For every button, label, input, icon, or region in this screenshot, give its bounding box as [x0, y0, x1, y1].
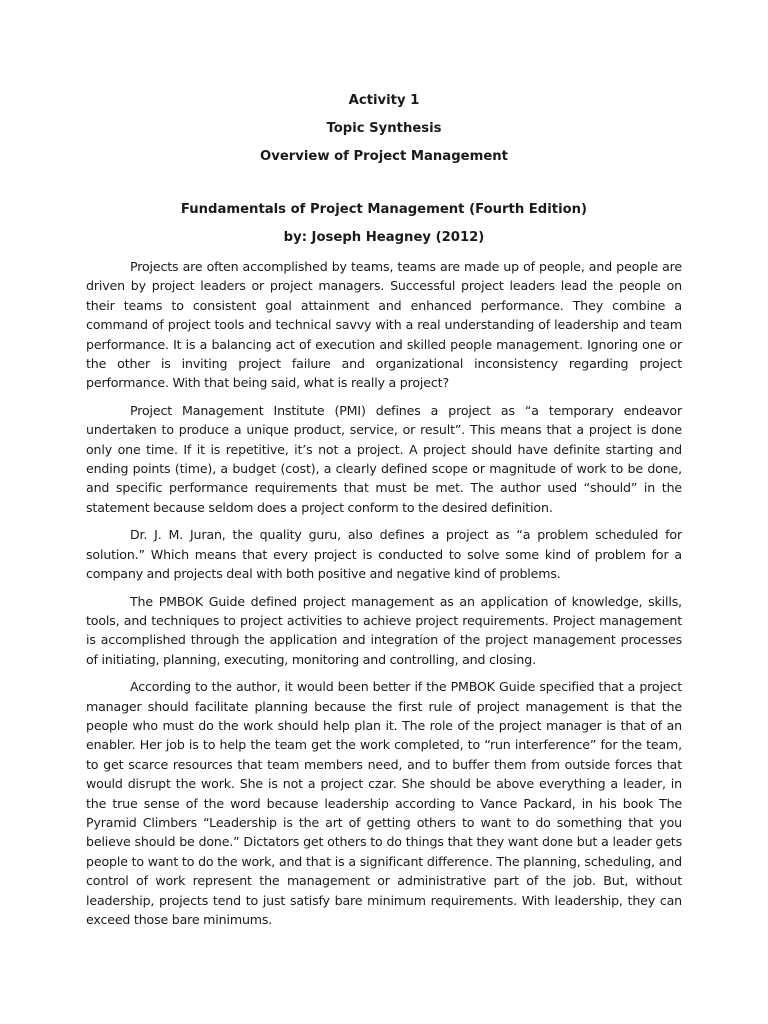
book-title-heading: Fundamentals of Project Management (Fourth Edition)	[180, 202, 588, 217]
paragraph: Project Management Institute (PMI) defines a project as “a temporary endeavor undertaken to produce a unique product, service, or result”. This means that a project is done only one time. If it is repetitive, it’s not a project. A project should have definite starting and ending points (time), a budget (cost), a clearly defined scope or magnitude of work to be done, and specific performance requirements that must be met. The author used “should” in the statement because seldom does a project conform to the desired definition.	[86, 402, 682, 515]
topic-heading: Topic Synthesis	[326, 121, 442, 136]
document-headings	[86, 92, 682, 247]
activity-heading: Activity 1	[348, 93, 420, 108]
overview-heading: Overview of Project Management	[260, 149, 508, 164]
document-body	[86, 257, 682, 929]
heading-spacer	[86, 176, 682, 201]
author-heading: by: Joseph Heagney (2012)	[283, 230, 485, 245]
paragraph: According to the author, it would been better if the PMBOK Guide specified that a project manager should facilitate planning because the first rule of project management is that the people who must do the work should help plan it. The role of the project manager is that of an enabler. Her job is to help the team get the work completed, to “run interference” for the team, to get scarce resources that team members need, and to buffer them from outside forces that would disrupt the work. She is not a project czar. She should be above everything a leader, in the true sense of the word because leadership according to Vance Packard, in his book The Pyramid Climbers “Leadership is the art of getting others to want to do something that you believe should be done.” Dictators get others to do things that they want done but a leader gets people to want to do the work, and that is a significant difference. The planning, scheduling, and control of work represent the management or administrative part of the job. But, without leadership, projects tend to just satisfy bare minimum requirements. With leadership, they can exceed those bare minimums.	[86, 679, 682, 927]
paragraph: The PMBOK Guide defined project management as an application of knowledge, skills, tools, and techniques to project activities to achieve project requirements. Project management is accomplished through the application and integration of the project management processes of initiating, planning, executing, monitoring and controlling, and closing.	[86, 593, 682, 667]
paragraph: Projects are often accomplished by teams, teams are made up of people, and people are driven by project leaders or project managers. Successful project leaders lead the people on their teams to consistent goal attainment and enhanced performance. They combine a command of project tools and technical savvy with a real understanding of leadership and team performance. It is a balancing act of execution and skilled people management. Ignoring one or the other is inviting project failure and organizational inconsistency regarding project performance. With that being said, what is really a project?	[86, 259, 682, 391]
paragraph: Dr. J. M. Juran, the quality guru, also defines a project as “a problem scheduled for solution.” Which means that every project is conducted to solve some kind of problem for a company and projects deal with both positive and negative kind of problems.	[86, 527, 682, 582]
